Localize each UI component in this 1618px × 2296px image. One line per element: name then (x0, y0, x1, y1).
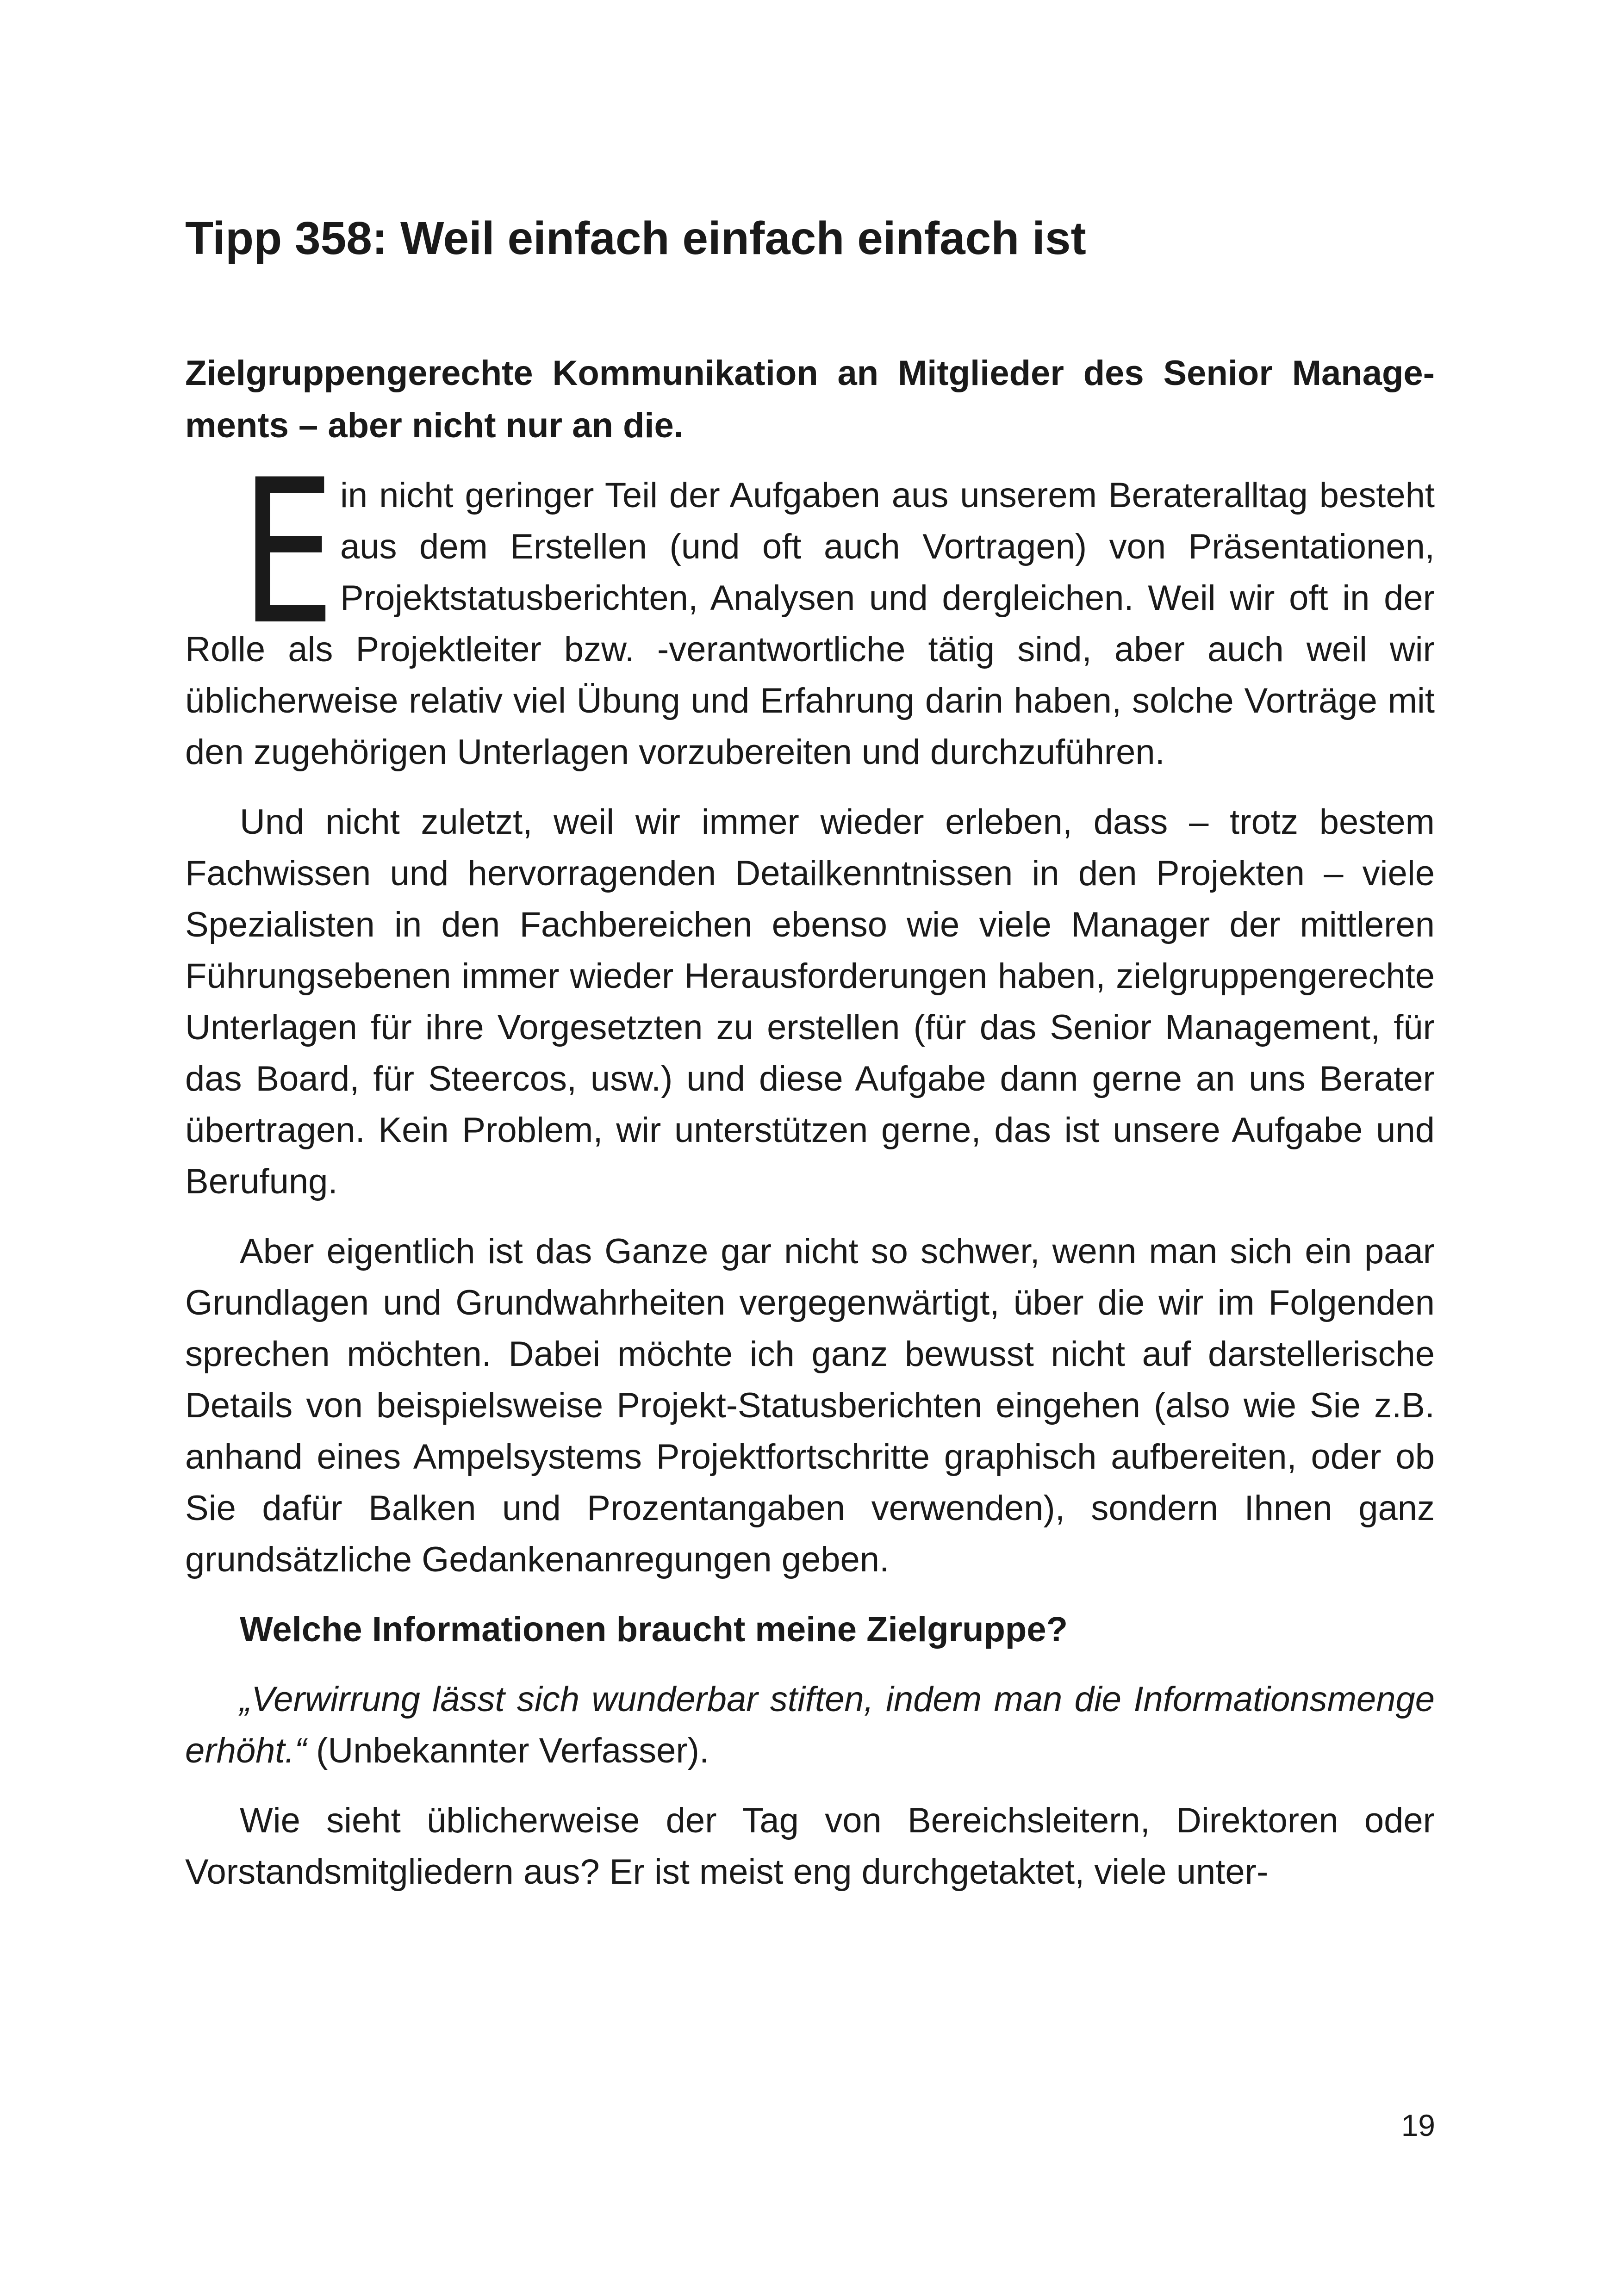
body-text (185, 437, 1435, 1916)
quote-author: (Unbekannter Verfasser). (306, 1731, 709, 1770)
paragraph-1-text: in nicht geringer Teil der Aufgaben aus unserem Berateralltag besteht aus dem Erstellen (und oft auch Vortragen) von Präsentationen, Projektstatusberichten, Analysen und dergleichen. Weil wir oft in der Rolle als Projektleiter bzw. -verantwortliche tätig sind, aber auch weil wir üblicherweise relativ viel Übung und Erfahrung darin haben, solche Vorträge mit den zugehörigen Unterlagen vorzubereiten und durchzuführen. (185, 476, 1435, 772)
paragraph-4: Wie sieht üblicherweise der Tag von Bereichsleitern, Direktoren oder Vorstandsmitgliedern aus? Er ist meist eng durchgetaktet, viele unter- (185, 1801, 1435, 1892)
quote-paragraph (185, 1674, 1435, 1776)
paragraph-1 (185, 437, 1435, 778)
page-title: Tipp 358: Weil einfach einfach einfach ist (185, 212, 1086, 264)
drop-cap: E (241, 437, 335, 669)
paragraph-3: Aber eigentlich ist das Ganze gar nicht so schwer, wenn man sich ein paar Grundlagen und Grundwahrheiten vergegenwärtigt, über die wir im Folgenden sprechen möchten. Dabei möchte ich ganz bewusst nicht auf darstellerische Details von beispielsweise Projekt-Statusberichten eingehen (also wie Sie z.B. anhand eines Ampelsystems Projektfortschritte graphisch aufbereiten, oder ob Sie dafür Balken und Prozentangaben verwenden), sondern Ihnen ganz grundsätzliche Gedankenanregungen geben. (185, 1232, 1435, 1579)
subtitle: Zielgruppengerechte Kommunikation an Mitglieder des Senior Managements – aber nicht nur an die. (185, 354, 1435, 445)
section-heading: Welche Informationen braucht meine Zielgruppe? (240, 1610, 1068, 1649)
quote-text: „Verwirrung lässt sich wunderbar stiften, indem man die Informationsmenge erhöht.“ (185, 1680, 1435, 1770)
page-number: 19 (1401, 2108, 1435, 2142)
paragraph-2: Und nicht zuletzt, weil wir immer wieder erleben, dass – trotz bestem Fachwissen und hervorragenden Detailkenntnissen in den Projekten – viele Spezialisten in den Fachbereichen ebenso wie viele Manager der mittleren Führungsebenen immer wieder Herausforderungen haben, zielgruppengerechte Unterlagen für ihre Vorgesetzten zu erstellen (für das Senior Management, für das Board, für Steercos, usw.) und diese Aufgabe dann gerne an uns Berater übertragen. Kein Problem, wir unterstützen gerne, das ist unsere Aufgabe und Berufung. (185, 802, 1435, 1201)
